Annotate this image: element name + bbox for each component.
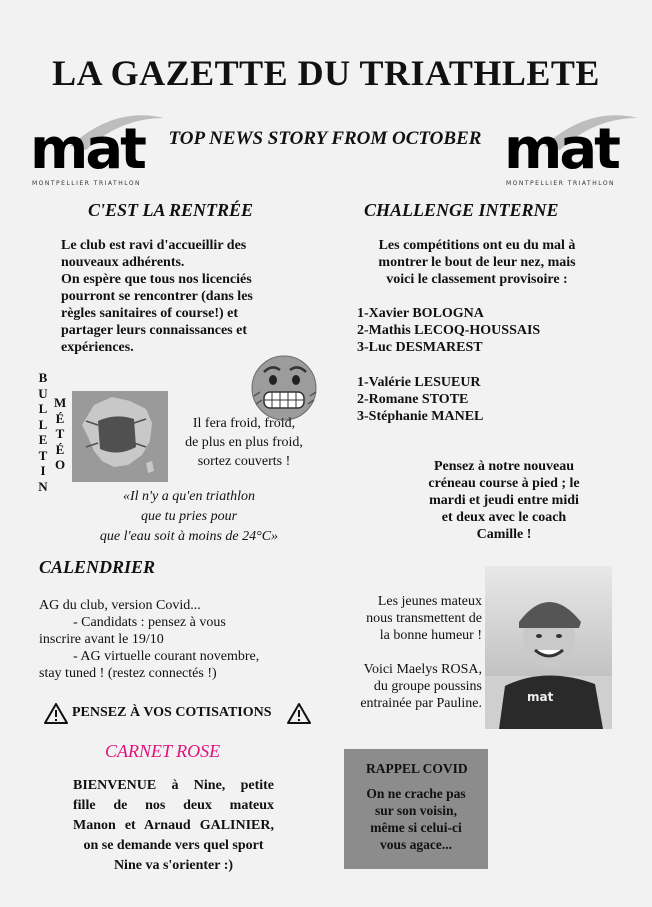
jeunes-text [334, 593, 482, 712]
text-line: montrer le bout de leur nez, mais [378, 255, 576, 270]
text-line: même si celui-ci [370, 820, 462, 835]
text-line: AG du club, version Covid... [39, 598, 201, 613]
gazette-title: LA GAZETTE DU TRIATHLETE [52, 53, 600, 93]
letter: B [38, 370, 48, 385]
text-line: que l'eau soit à moins de 24°C» [99, 529, 279, 544]
letter: T [38, 447, 48, 463]
text-line: nouveaux adhérents. [61, 255, 185, 270]
text-line: - AG virtuelle courant novembre, [73, 649, 260, 664]
text-line: la bonne humeur ! [379, 628, 482, 643]
logo-tagline: MONTPELLIER TRIATHLON [506, 180, 616, 187]
text-line: de plus en plus froid, [185, 435, 303, 450]
cotisations-label: PENSEZ À VOS COTISATIONS [72, 705, 272, 720]
text-line: partager leurs connaissances et [61, 323, 247, 338]
bulletin-vertical [37, 370, 49, 494]
text-line: Nine va s'orienter :) [113, 858, 234, 873]
meteo-vertical [54, 395, 66, 473]
letter: L [38, 416, 48, 432]
text-line: Les compétitions ont eu du mal à [378, 238, 576, 253]
letter: E [38, 432, 48, 447]
france-mask-map-image [72, 391, 168, 482]
text-line: Voici Maelys ROSA, [363, 662, 482, 677]
text-line: Manon et Arnaud GALINIER, [73, 818, 274, 833]
warning-icon [44, 702, 68, 724]
letter: É [55, 410, 65, 426]
jersey-logo: mat [527, 690, 554, 704]
text-line: voici le classement provisoire : [386, 272, 568, 287]
letter: O [54, 457, 66, 472]
warning-icon [287, 702, 311, 724]
calendrier-heading: CALENDRIER [39, 557, 156, 577]
covid-heading: RAPPEL COVID [366, 761, 468, 776]
mat-logo-left [30, 117, 148, 188]
text-line: stay tuned ! (restez connectés !) [39, 666, 217, 681]
rentree-text [61, 237, 301, 356]
text-line: sur son voisin, [375, 803, 457, 818]
text-line: et deux avec le coach [441, 510, 567, 525]
text-line: expériences. [61, 340, 134, 355]
text-line: On espère que tous nos licenciés [61, 272, 252, 287]
text-line: vous agace... [380, 837, 452, 852]
ranking-line: 2-Romane STOTE [357, 392, 469, 407]
logo-word: mat [504, 117, 618, 182]
text-line: règles sanitaires of course!) et [61, 306, 239, 321]
ranking-line: 3-Luc DESMAREST [357, 340, 483, 355]
letter: I [40, 463, 46, 478]
ranking-women [357, 374, 587, 425]
text-line: que tu pries pour [140, 509, 238, 524]
kid-photo-image [485, 566, 612, 729]
ranking-line: 3-Stéphanie MANEL [357, 409, 484, 424]
challenge-heading: CHALLENGE INTERNE [364, 200, 559, 220]
ranking-line: 1-Xavier BOLOGNA [357, 306, 484, 321]
letter: L [38, 401, 48, 416]
text-line: Les jeunes mateux [377, 594, 482, 609]
cotisations-banner [44, 702, 316, 724]
carnet-heading: CARNET ROSE [105, 741, 221, 761]
ranking-line: 2-Mathis LECOQ-HOUSSAIS [357, 323, 541, 338]
logo-tagline: MONTPELLIER TRIATHLON [32, 180, 142, 187]
text-line: BIENVENUE à Nine, petite [73, 778, 274, 793]
rentree-heading: C'EST LA RENTRÉE [88, 200, 254, 220]
text-line: Camille ! [476, 527, 532, 542]
text-line: nous transmettent de [366, 611, 482, 626]
news-subtitle: TOP NEWS STORY FROM OCTOBER [168, 128, 482, 149]
text-line: - Candidats : pensez à vous [73, 615, 226, 630]
text-line: entrainée par Pauline. [360, 696, 482, 711]
letter: É [55, 441, 65, 457]
text-line: on se demande vers quel sport [83, 838, 264, 853]
letter: N [38, 478, 48, 494]
text-line: pourront se rencontrer (dans les [61, 289, 253, 304]
carnet-text [73, 776, 274, 876]
text-line: fille de nos deux mateux [73, 798, 274, 813]
text-line: sortez couverts ! [197, 454, 291, 469]
covid-text [344, 785, 488, 853]
letter: T [55, 426, 65, 441]
text-line: Pensez à notre nouveau [433, 459, 575, 474]
text-line: On ne crache pas [366, 786, 466, 801]
course-a-pied-text [415, 458, 593, 543]
ranking-men [357, 305, 587, 356]
text-line: Le club est ravi d'accueillir des [61, 238, 247, 253]
text-line: inscrire avant le 19/10 [39, 632, 164, 647]
letter: M [54, 395, 67, 410]
covid-reminder-box [344, 749, 488, 869]
text-line: «Il n'y a qu'en triathlon [123, 489, 255, 504]
mat-logo-right [504, 117, 622, 188]
challenge-intro [352, 237, 602, 288]
calendrier-text [39, 597, 309, 682]
meteo-quote [78, 487, 300, 547]
text-line: créneau course à pied ; le [428, 476, 580, 491]
logo-word: mat [30, 117, 144, 182]
meteo-forecast [168, 414, 320, 471]
letter: U [38, 385, 48, 401]
text-line: Il fera froid, froid, [192, 416, 296, 431]
ranking-line: 1-Valérie LESUEUR [357, 375, 481, 390]
text-line: du groupe poussins [373, 679, 482, 694]
text-line: mardi et jeudi entre midi [429, 493, 579, 508]
